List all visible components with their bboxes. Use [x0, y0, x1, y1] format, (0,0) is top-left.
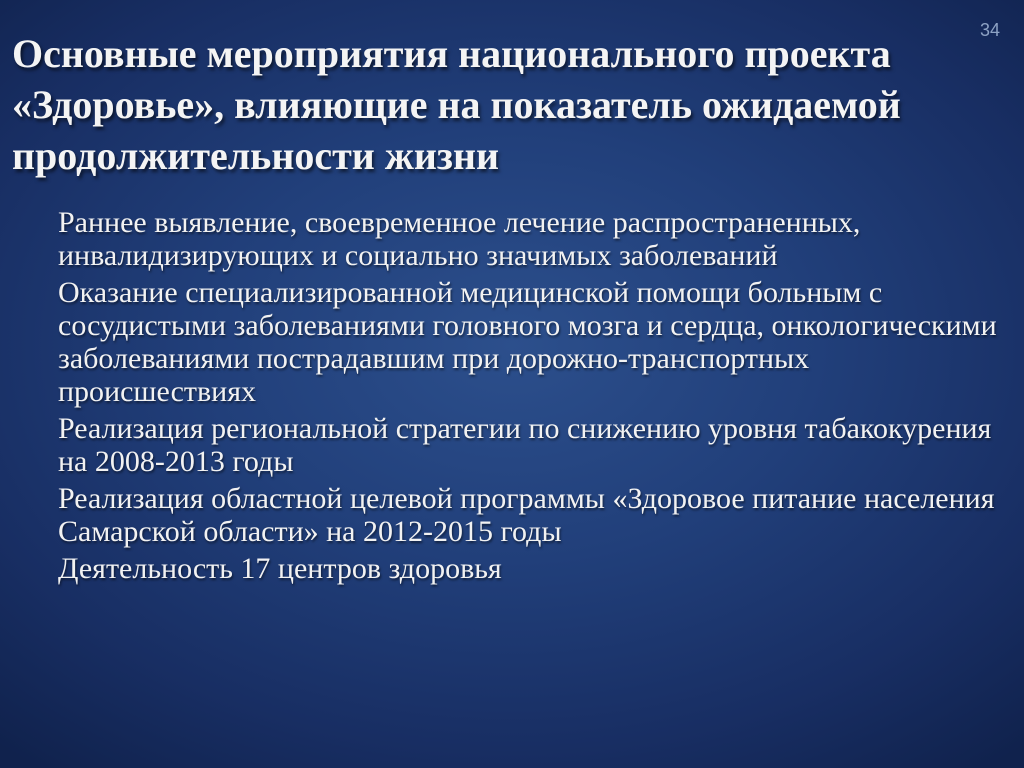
list-item: Деятельность 17 центров здоровья: [58, 552, 502, 585]
list-item: Реализация региональной стратегии по снижению уровня табакокурения на 2008-2013 годы: [58, 412, 992, 478]
bullet-list: [58, 206, 1008, 589]
list-item: Реализация областной целевой программы «Здоровое питание населения Самарской области» на 2012-2015 годы: [58, 482, 995, 548]
list-item: Оказание специализированной медицинской помощи больным с сосудистыми заболеваниями головного мозга и сердца, онкологическими заболеваниями пострадавшим при дорожно-транспортных происшествиях: [58, 276, 997, 408]
slide-number: 34: [979, 20, 1000, 40]
slide-title: Основные мероприятия национального проекта «Здоровье», влияющие на показатель ожидаемой продолжительности жизни: [12, 31, 901, 178]
list-item: Раннее выявление, своевременное лечение распространенных, инвалидизирующих и социально значимых заболеваний: [58, 206, 861, 272]
